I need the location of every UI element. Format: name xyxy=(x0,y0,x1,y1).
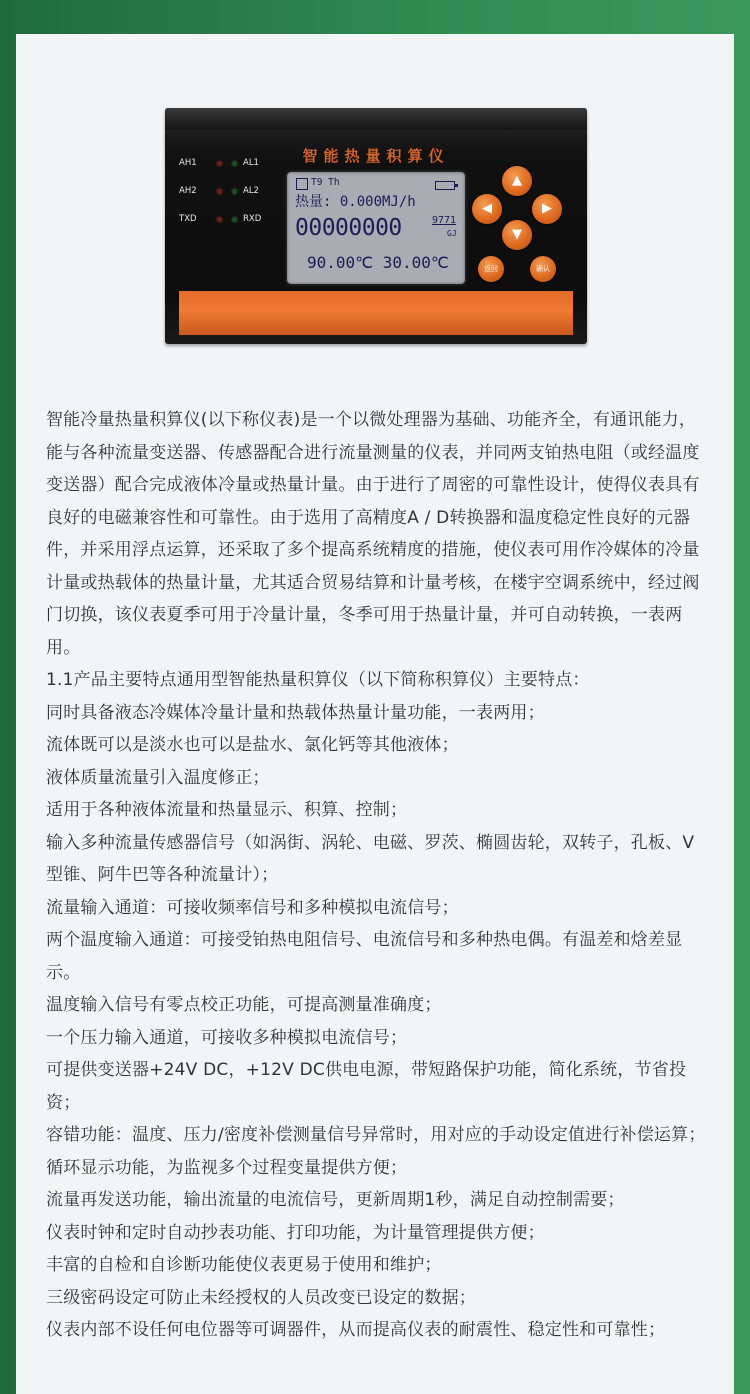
right-button: ▶ xyxy=(532,194,562,224)
indicator-al2-label: AL2 xyxy=(243,186,259,196)
indicator-rxd-label: RXD xyxy=(243,214,262,224)
up-button: ▲ xyxy=(502,166,532,196)
left-button: ◀ xyxy=(472,194,502,224)
led-al2 xyxy=(232,189,237,194)
feature-item: 可提供变送器+24V DC，+12V DC供电电源，带短路保护功能，简化系统，节省投资； xyxy=(46,1060,687,1113)
led-txd xyxy=(217,217,222,222)
led-ah2 xyxy=(217,189,222,194)
lcd-logo-icon xyxy=(296,178,308,190)
feature-item: 丰富的自检和自诊断功能使仪表更易于使用和维护； xyxy=(46,1255,442,1275)
led-al1 xyxy=(232,161,237,166)
led-ah1 xyxy=(217,161,222,166)
feature-item: 循环显示功能，为监视多个过程变量提供方便； xyxy=(46,1157,408,1178)
device-title: 智能热量积算仪 xyxy=(302,147,450,165)
lcd-line-1: T9 Th xyxy=(311,177,340,188)
lcd-line-3-unit: GJ xyxy=(447,229,457,238)
feature-item: 两个温度输入通道：可接受铂热电阻信号、电流信号和多种热电偶。有温差和焓差显示。 xyxy=(46,930,683,983)
feature-item: 容错功能：温度、压力/密度补偿测量信号异常时，用对应的手动设定值进行补偿运算； xyxy=(46,1125,706,1145)
feature-item: 一个压力输入通道，可接收多种模拟电流信号； xyxy=(46,1027,408,1048)
feature-item: 仪表时钟和定时自动抄表功能、打印功能，为计量管理提供方便； xyxy=(46,1222,545,1243)
battery-icon xyxy=(435,181,455,190)
lcd-line-3: 00000000 xyxy=(295,215,402,241)
led-rxd xyxy=(232,217,237,222)
paragraph-intro: 智能冷量热量积算仪(以下称仪表)是一个以微处理器为基础、功能齐全，有通讯能力，能与各种流量变送器、传感器配合进行流量测量的仪表，并同两支铂热电阻（或经温度变送器）配合完成液体冷量或热量计量。由于进行了周密的可靠性设计，使得仪表具有良好的电磁兼容性和可靠性。由于选用了高精度A / D转换器和温度稳定性良好的元器件，并采用浮点运算，还采取了多个提高系统精度的措施，使仪表可用作冷媒体的冷量计量或热载体的热量计量，尤其适合贸易结算和计量考核，在楼宇空调系统中，经过阀门切换，该仪表夏季可用于冷量计量，冬季可用于热量计量，并可自动转换，一表两用。 xyxy=(46,410,700,658)
feature-item: 三级密码设定可防止未经授权的人员改变已设定的数据； xyxy=(46,1287,476,1308)
back-button: 返回 xyxy=(478,256,504,282)
device-top-edge xyxy=(165,108,587,130)
lcd-line-2: 热量: 0.000MJ/h xyxy=(295,194,416,210)
feature-item: 流体既可以是淡水也可以是盐水、氯化钙等其他液体； xyxy=(46,735,459,755)
feature-item: 流量再发送功能，输出流量的电流信号，更新周期1秒，满足自动控制需要； xyxy=(46,1190,625,1210)
indicator-al1-label: AL1 xyxy=(243,158,259,168)
feature-item: 输入多种流量传感器信号（如涡街、涡轮、电磁、罗茨、椭圆齿轮，双转子，孔板、V型锥、阿牛巴等各种流量计）； xyxy=(46,832,695,885)
indicator-txd-label: TXD xyxy=(179,214,197,224)
indicator-ah2-label: AH2 xyxy=(179,186,197,196)
lcd-line-3-decimal: 9771 xyxy=(432,215,457,226)
product-image-heat-calculator xyxy=(165,108,587,344)
confirm-button: 确认 xyxy=(530,256,556,282)
orange-front-strip xyxy=(179,291,573,335)
feature-item: 温度输入信号有零点校正功能，可提高测量准确度； xyxy=(46,995,442,1015)
paragraph-features-heading: 1.1产品主要特点通用型智能热量积算仪（以下简称积算仪）主要特点： xyxy=(46,670,590,690)
lcd-line-4: 90.00℃ 30.00℃ xyxy=(307,253,449,272)
feature-item: 同时具备液态冷媒体冷量计量和热载体热量计量功能，一表两用； xyxy=(46,702,545,723)
down-button: ▼ xyxy=(502,220,532,250)
lcd-display xyxy=(287,172,465,284)
product-description xyxy=(46,404,706,1347)
content-card xyxy=(16,34,734,1394)
indicator-ah1-label: AH1 xyxy=(179,158,197,168)
feature-item: 液体质量流量引入温度修正； xyxy=(46,767,270,788)
feature-item: 仪表内部不设任何电位器等可调器件，从而提高仪表的耐震性、稳定性和可靠性； xyxy=(46,1320,666,1340)
feature-item: 适用于各种液体流量和热量显示、积算、控制； xyxy=(46,800,408,820)
feature-item: 流量输入通道：可接收频率信号和多种模拟电流信号； xyxy=(46,897,459,918)
